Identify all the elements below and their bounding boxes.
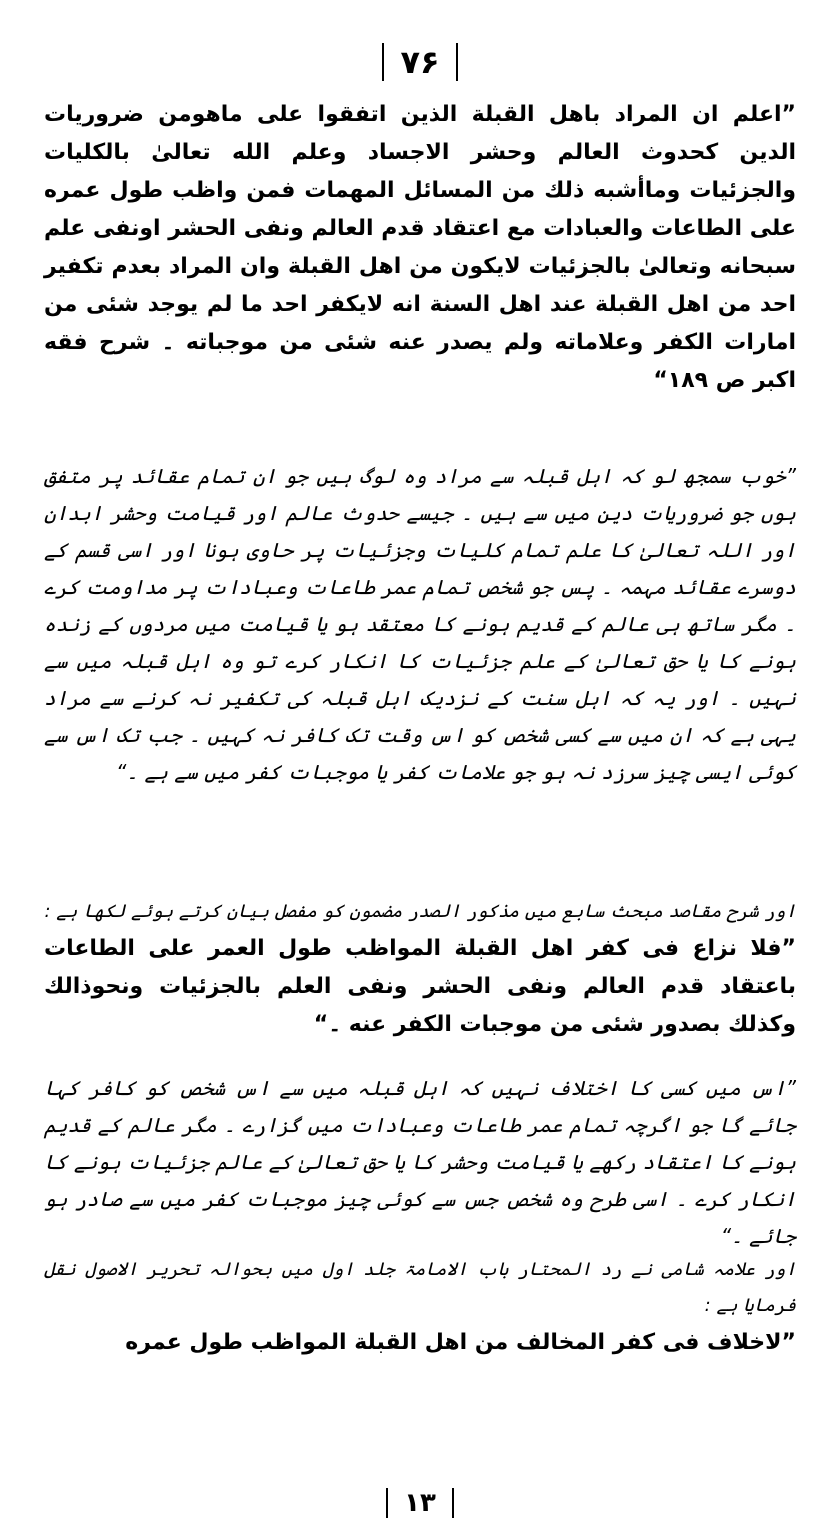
- page-body: [44, 96, 796, 1362]
- urdu-translation-1: ”خوب سمجھ لو کہ اہل قبلہ سے مراد وہ لوگ ہیں جو ان تمام عقائد پر متفق ہوں جو ضروریات دین میں سے ہیں ۔ جیسے حدوث عالم اور قیامت وحشر ابدان اور اللہ تعالیٰ کا علم تمام کلیات وجزئیات پر حاوی ہونا اور اسی قسم کے دوسرے عقائد مہمہ ۔ پس جو شخص تمام عمر طاعات وعبادات پر مداومت کرے ۔ مگر ساتھ ہی عالم کے قدیم ہونے کا معتقد ہو یا قیامت میں مردوں کے زندہ ہونے کا یا حق تعالیٰ کے علم جزئیات کا انکار کرے تو وہ اہل قبلہ میں سے نہیں ۔ اور یہ کہ اہل سنت کے نزدیک اہل قبلہ کی تکفیر نہ کرنے سے مراد یہی ہے کہ ان میں سے کسی شخص کو اس وقت تک کافر نہ کہیں ۔ جب تک اس سے کوئی ایسی چیز سرزد نہ ہو جو علامات کفر یا موجبات کفر میں سے ہے ۔“: [44, 464, 796, 784]
- arabic-quote-sharh-maqasid: ”فلا نزاع فى كفر اهل القبلة المواظب طول العمر على الطاعات باعتقاد قدم العالم ونفى الحشر ونفى العلم بالجزئيات ونحوذالك وكذلك بصدور شئى من موجبات الكفر عنه ۔“: [44, 936, 796, 1037]
- page-number-bottom: ۱۳: [0, 1488, 840, 1518]
- urdu-translation-2: ”اس میں کسی کا اختلاف نہیں کہ اہل قبلہ میں سے اس شخص کو کافر کہا جائے گا جو اگرچہ تمام عمر طاعات وعبادات میں گزارے ۔ مگر عالم کے قدیم ہونے کا اعتقاد رکھے یا قیامت وحشر کا یا حق تعالیٰ کے عالم جزئیات ہونے کا انکار کرے ۔ اسی طرح وہ شخص جس سے کوئی چیز موجبات کفر میں سے صادر ہو جائے ۔“: [44, 1076, 796, 1248]
- page-number-top: ۷۶: [0, 42, 840, 82]
- intro-sharh-maqasid: اور شرح مقاصد مبحث سابع میں مذکور الصدر مضمون کو مفصل بیان کرتے ہوئے لکھا ہے :: [44, 901, 796, 922]
- arabic-quote-sharh-fiqh-akbar: ”اعلم ان المراد باهل القبلة الذين اتفقوا على ماهومن ضروريات الدين كحدوث العالم وحشر الاجساد وعلم الله تعالىٰ بالكليات والجزئيات وماأشبه ذلك من المسائل المهمات فمن واظب طول عمره على الطاعات والعبادات مع اعتقاد قدم العالم ونفى الحشر اونفى علم سبحانه وتعالىٰ بالجزئيات لايكون من اهل القبلة وان المراد بعدم تكفير احد من اهل القبلة عند اهل السنة انه لايكفر احد ما لم يوجد شئى من امارات الكفر وعلاماته ولم يصدر عنه شئى من موجباته ۔ شرح فقه اكبر ص ١٨٩“: [44, 102, 796, 393]
- arabic-quote-radd-al-muhtar: ”لاخلاف فى كفر المخالف من اهل القبلة المواظب طول عمره: [125, 1330, 796, 1355]
- intro-radd-al-muhtar: اور علامہ شامی نے رد المحتار باب الامامۃ جلد اول میں بحوالہ تحریر الاصول نقل فرمایا ہے :: [44, 1259, 796, 1316]
